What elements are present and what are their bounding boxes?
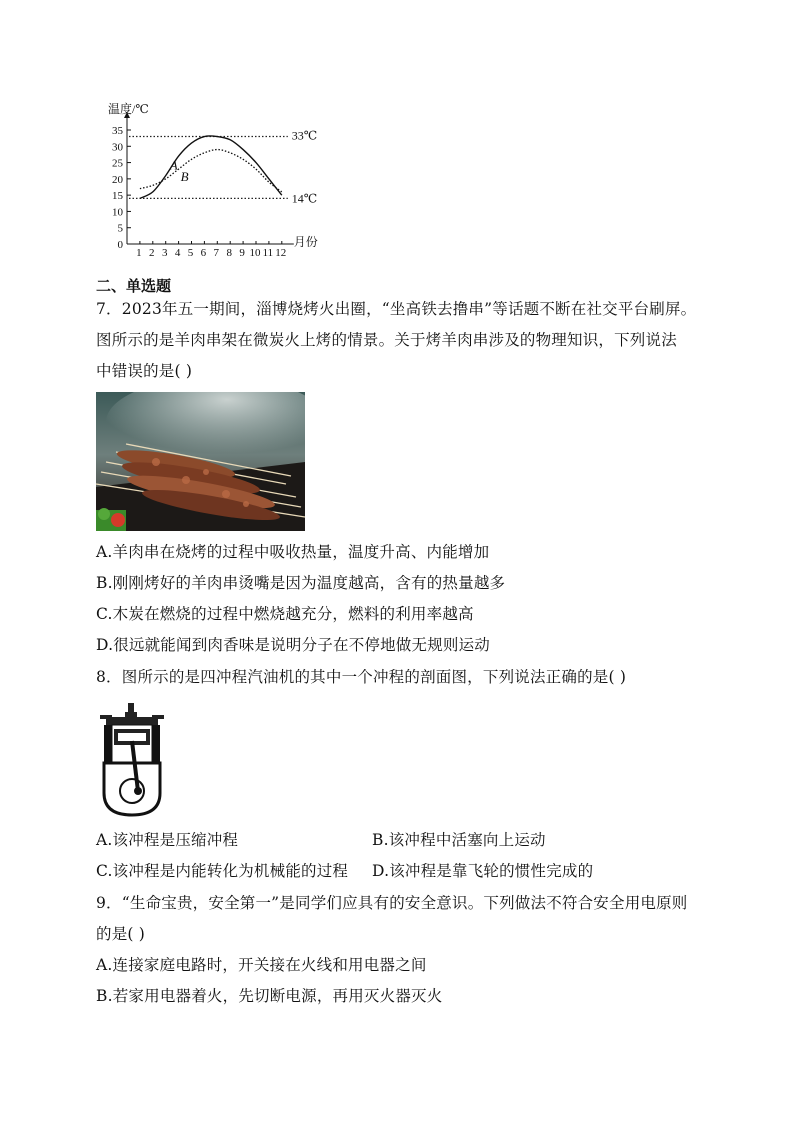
barbecue-skewers-photo-icon bbox=[96, 392, 305, 531]
q8-option-b: B.该冲程中活塞向上运动 bbox=[372, 831, 546, 849]
x-tick-label-11: 11 bbox=[262, 247, 274, 259]
q7-option-d: D.很远就能闻到肉香味是说明分子在不停地做无规则运动 bbox=[96, 636, 491, 654]
reference-line-label-33: 33℃ bbox=[291, 128, 318, 143]
series-A-line bbox=[140, 136, 282, 199]
q9-line-1: 9．“生命宝贵，安全第一”是同学们应具有的安全意识。下列做法不符合安全用电原则 bbox=[96, 894, 688, 912]
q8-option-c: C.该冲程是内能转化为机械能的过程 bbox=[96, 862, 349, 880]
q8-option-d: D.该冲程是靠飞轮的惯性完成的 bbox=[372, 862, 594, 880]
q9-line-2: 的是( ) bbox=[96, 925, 146, 943]
y-axis-label: 温度/℃ bbox=[108, 102, 149, 116]
q7-option-b: B.刚刚烤好的羊肉串烫嘴是因为温度越高，含有的热量越多 bbox=[96, 574, 506, 592]
series-B-label: B bbox=[180, 169, 189, 185]
q9-option-b: B.若家用电器着火，先切断电源，再用灭火器灭火 bbox=[96, 987, 443, 1005]
y-tick-label-35: 35 bbox=[112, 125, 123, 137]
q7-line-2: 图所示的是羊肉串架在微炭火上烤的情景。关于烤羊肉串涉及的物理知识，下列说法 bbox=[96, 331, 677, 349]
q9-option-a: A.连接家庭电路时，开关接在火线和用电器之间 bbox=[96, 956, 427, 974]
q7-option-a: A.羊肉串在烧烤的过程中吸收热量，温度升高、内能增加 bbox=[96, 543, 490, 561]
engine-diagram bbox=[98, 703, 166, 819]
y-tick-label-20: 20 bbox=[112, 173, 123, 186]
q7-option-c: C.木炭在燃烧的过程中燃烧越充分，燃料的利用率越高 bbox=[96, 605, 474, 623]
q7-line-1: 7．2023年五一期间，淄博烧烤火出圈，“坐高铁去撸串”等话题不断在社交平台刷屏。 bbox=[96, 300, 697, 318]
x-tick-label-3: 3 bbox=[161, 247, 168, 259]
y-tick-label-10: 10 bbox=[112, 206, 123, 219]
x-axis-label: 月份 bbox=[293, 235, 318, 249]
y-tick-label-15: 15 bbox=[112, 190, 123, 203]
x-tick-label-8: 8 bbox=[226, 247, 232, 259]
barbecue-photo bbox=[96, 392, 305, 531]
series-A-label: A bbox=[169, 157, 178, 173]
x-tick-label-5: 5 bbox=[187, 247, 194, 259]
x-tick-label-1: 1 bbox=[136, 247, 142, 259]
section-title: 二、单选题 bbox=[96, 277, 172, 295]
x-tick-label-10: 10 bbox=[249, 247, 261, 259]
y-tick-label-5: 5 bbox=[117, 222, 123, 235]
x-tick-label-9: 9 bbox=[239, 247, 245, 259]
x-tick-label-12: 12 bbox=[275, 247, 287, 259]
y-tick-label-0: 0 bbox=[117, 239, 123, 251]
x-tick-label-4: 4 bbox=[174, 247, 181, 259]
engine-cross-section-icon bbox=[98, 703, 166, 819]
series-B-line bbox=[140, 150, 282, 192]
y-tick-label-30: 30 bbox=[112, 141, 123, 154]
q7-line-3: 中错误的是( ) bbox=[96, 362, 193, 380]
temperature-chart bbox=[100, 98, 340, 264]
x-tick-label-7: 7 bbox=[213, 247, 220, 259]
x-tick-label-6: 6 bbox=[200, 247, 207, 259]
reference-line-label-14: 14℃ bbox=[291, 191, 318, 206]
y-tick-label-25: 25 bbox=[112, 157, 123, 170]
q8-line-1: 8．图所示的是四冲程汽油机的其中一个冲程的剖面图，下列说法正确的是( ) bbox=[96, 668, 627, 686]
x-tick-label-2: 2 bbox=[149, 247, 155, 259]
q8-option-a: A.该冲程是压缩冲程 bbox=[96, 831, 239, 849]
